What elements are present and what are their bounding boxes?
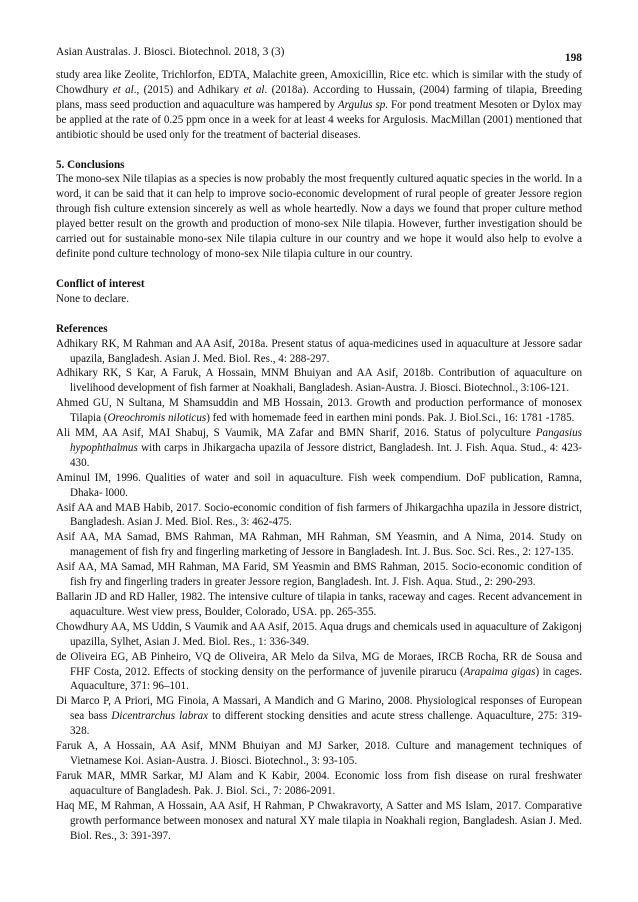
reference-item: Chowdhury AA, MS Uddin, S Vaumik and AA Asif, 2015. Aqua drugs and chemicals used in aquaculture of Zakigonj upazilla, Sylhet, Asian J. Med. Biol. Res., 1: 336-349. [56,620,582,648]
reference-item: Ballarin JD and RD Haller, 1982. The intensive culture of tilapia in tanks, raceway and cages. Recent advancement in aquaculture. West view press, Boulder, Colorado, USA. pp. 265-355. [56,591,582,618]
reference-item: Asif AA, MA Samad, BMS Rahman, MA Rahman, MH Rahman, SM Yeasmin, and A Nima, 2014. Study on management of fish fry and fingerling marketing of Jessore in Bangladesh. Int. J. Bus. Soc. Sci. Res., 2: 127-135. [56,531,582,559]
reference-item: Faruk MAR, MMR Sarkar, MJ Alam and K Kabir, 2004. Economic loss from fish disease on rural freshwater aquaculture of Bangladesh. Pak. J. Biol. Sci., 7: 2086-2091. [56,769,582,797]
reference-item: de Oliveira EG, AB Pinheiro, VQ de Oliveira, AR Melo da Silva, MG de Moraes, IRCB Rocha, RR de Sousa and FHF Costa, 2012. Effects of stocking density on the performance of juvenile pirarucu (Arapaima gigas) in cages. Aquaculture, 371: 96–101. [56,650,582,693]
reference-item: Di Marco P, A Priori, MG Finoia, A Massari, A Mandich and G Marino, 2008. Physiological responses of European sea bass Dicentrarchus labrax to different stocking densities and acute stress challenge. Aquaculture, 275: 319-328. [56,695,582,738]
reference-item: Haq ME, M Rahman, A Hossain, AA Asif, H Rahman, P Chwakravorty, A Satter and MS Islam, 2017. Comparative growth performance between monosex and natural XY male tilapia in Noakhali region, Bangladesh. Asian J. Med. Biol. Res., 3: 391-397. [56,799,582,842]
reference-item: Adhikary RK, M Rahman and AA Asif, 2018a. Present status of aqua-medicines used in aquaculture at Jessore sadar upazila, Bangladesh. Asian J. Med. Biol. Res., 4: 288-297. [56,337,582,365]
reference-item: Ali MM, AA Asif, MAI Shabuj, S Vaumik, MA Zafar and BMN Sharif, 2016. Status of polyculture Pangasius hypophthalmus with carps in Jhikargacha upazila of Jessore district, Bangladesh. Int. J. Fish. Aqua. Stud., 4: 423-430. [56,427,582,469]
reference-item: Asif AA, MA Samad, MH Rahman, MA Farid, SM Yeasmin and BMS Rahman, 2015. Socio-economic condition of fish fry and fingerling traders in greater Jessore region, Bangladesh. Int. J. Fish. Aqua. Stud., 2: 290-293. [56,561,582,589]
reference-item: Adhikary RK, S Kar, A Faruk, A Hossain, MNM Bhuiyan and AA Asif, 2018b. Contribution of aquaculture on livelihood development of fish farmer at Noakhali, Bangladesh. Asian-Austra. J. Biosci. Biotechnol., 3:106-121. [56,367,582,395]
conflict-heading: Conflict of interest [56,277,145,290]
reference-list [56,337,582,844]
page-body [56,68,582,843]
conclusions-heading: 5. Conclusions [56,158,125,171]
page-number: 198 [564,52,582,64]
discussion-paragraph: study area like Zeolite, Trichlorfon, EDTA, Malachite green, Amoxicillin, Rice etc. which is similar with the study of Chowdhury et al., (2015) and Adhikary et al. (2018a). According to Hussain, (2004) farming of tilapia, Breeding plans, mass seed production and aquaculture was hampered by Argulus sp. For pond treatment Mesoten or Dylox may be applied at the rate of 0.25 ppm once in a week for at least 4 weeks for Argulosis. MacMillan (2001) mentioned that antibiotic should be used only for the treatment of bacterial diseases. [56,69,583,141]
conflict-text: None to declare. [56,292,129,305]
reference-item: Asif AA and MAB Habib, 2017. Socio-economic condition of fish farmers of Jhikargachha upazila in Jessore district, Bangladesh. Asian J. Med. Biol. Res., 3: 462-475. [56,501,582,529]
reference-item: Ahmed GU, N Sultana, M Shamsuddin and MB Hossain, 2013. Growth and production performance of monosex Tilapia (Oreochromis niloticus) fed with homemade feed in earthen mini ponds. Pak. J. Biol.Sci., 16: 1781 -1785. [56,397,582,425]
reference-item: Aminul IM, 1996. Qualities of water and soil in aquaculture. Fish week compendium. DoF publication, Ramna, Dhaka- l000. [56,471,582,499]
journal-header: Asian Australas. J. Biosci. Biotechnol. 2018, 3 (3) [56,46,285,58]
references-heading: References [56,322,108,335]
reference-item: Faruk A, A Hossain, AA Asif, MNM Bhuiyan and MJ Sarker, 2018. Culture and management techniques of Vietnamese Koi. Asian-Austra. J. Biosci. Biotechnol., 3: 93-105. [56,740,582,767]
conclusions-paragraph: The mono-sex Nile tilapias as a species is now probably the most frequently cultured aquatic species in the world. In a word, it can be said that it can help to improve socio-economic development of rural people of greater Jessore region through fish culture extension sincerely as well as whole heartedly. Now a days we found that proper culture method played better result on the growth and production of mono-sex Nile tilapia. However, further investigation should be carried out for sustainable mono-sex Nile tilapia culture in our country and we hope it would also help to evolve a definite pond culture technology of mono-sex Nile tilapia culture in our country. [56,173,582,260]
